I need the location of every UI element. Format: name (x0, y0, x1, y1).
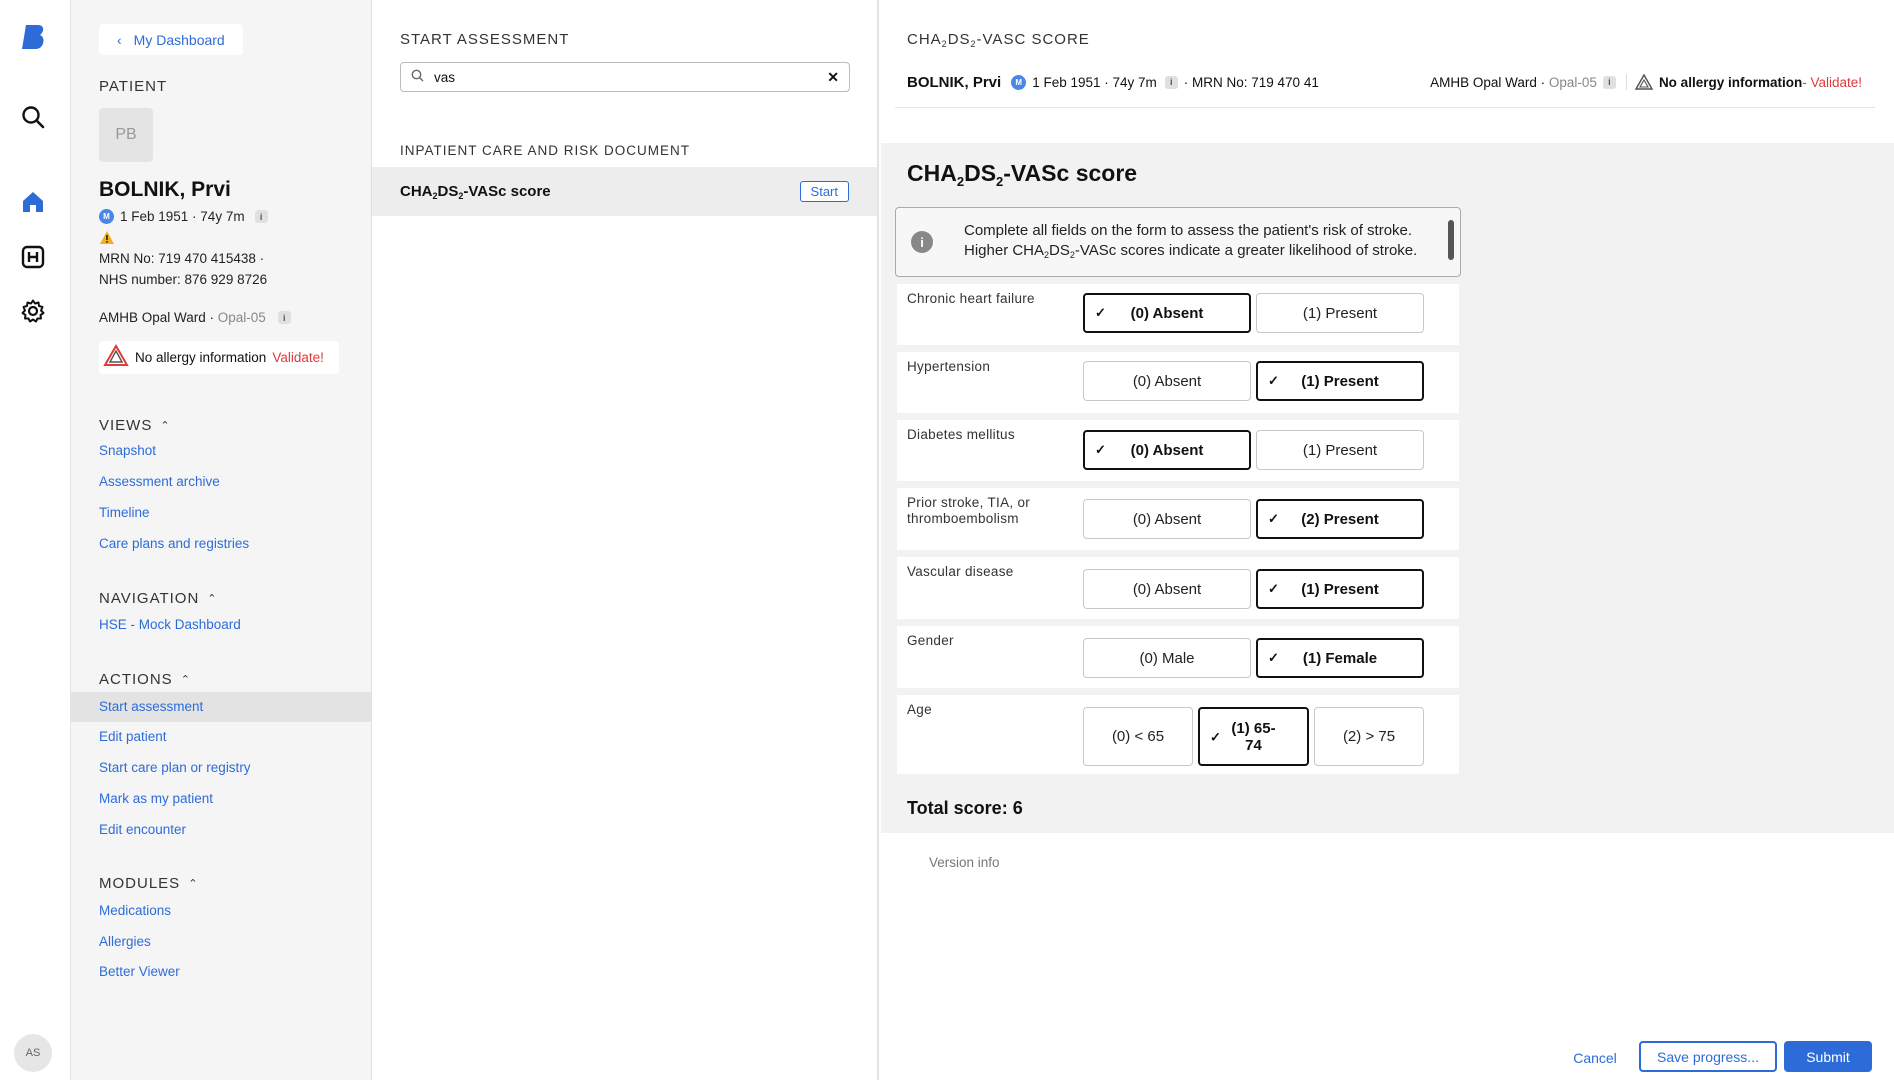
form-pane-title: $CHA_2DS_2$-VASC SCORE (907, 31, 1090, 49)
info-callout (895, 207, 1461, 277)
question-hypertension (897, 352, 1459, 413)
check-icon: ✓ (1268, 650, 1279, 665)
option-present[interactable]: ✓ (2) Present (1256, 499, 1424, 539)
check-icon: ✓ (1268, 373, 1279, 388)
assessment-list-item[interactable] (372, 167, 877, 216)
views-heading[interactable]: VIEWS ⌃ (99, 417, 171, 434)
logo-icon[interactable] (20, 24, 46, 50)
navigation-heading[interactable]: NAVIGATION ⌃ (99, 590, 218, 607)
check-icon: ✓ (1268, 581, 1279, 596)
chevron-up-icon: ⌃ (188, 878, 199, 890)
modules-heading[interactable]: MODULES ⌃ (99, 875, 199, 892)
info-text: Complete all fields on the form to assess the patient's risk of stroke. Higher $CHA_2DS_2$-VASc scores indicate a greater likelihood of stroke. (964, 222, 1418, 260)
search-icon (411, 69, 424, 85)
total-score: Total score: 6 (907, 798, 1023, 818)
ward-info-icon[interactable]: i (278, 311, 291, 324)
action-mark-my-patient-link[interactable]: Mark as my patient (99, 791, 214, 806)
option-absent[interactable]: (0) Absent (1083, 499, 1251, 539)
header-allergy-validate-link[interactable]: - Validate! (1802, 74, 1862, 90)
check-icon: ✓ (1268, 511, 1279, 526)
clear-search-icon[interactable]: ✕ (827, 68, 839, 85)
hospital-icon[interactable] (20, 244, 46, 270)
question-gender (897, 626, 1459, 688)
question-label: Gender (907, 633, 954, 648)
my-dashboard-button[interactable]: ‹ My Dashboard (99, 24, 243, 55)
allergy-warning-icon (103, 344, 129, 371)
views-care-plans-link[interactable]: Care plans and registries (99, 536, 250, 551)
patient-ward: AMHB Opal Ward · Opal-05 (99, 310, 266, 325)
option-male[interactable]: (0) Male (1083, 638, 1251, 678)
nav-hse-dashboard-link[interactable]: HSE - Mock Dashboard (99, 617, 241, 632)
question-age (897, 695, 1459, 774)
option-age-65-74[interactable]: ✓ (1) 65- 74 (1198, 707, 1309, 766)
question-prior-stroke (897, 488, 1459, 550)
start-assessment-pane (372, 0, 879, 1080)
start-assessment-title: START ASSESSMENT (400, 31, 570, 48)
warning-icon (99, 230, 115, 251)
patient-avatar: PB (99, 108, 153, 162)
info-icon[interactable]: i (1165, 76, 1178, 89)
module-medications-link[interactable]: Medications (99, 903, 172, 918)
patient-name: BOLNIK, Prvi (99, 178, 231, 201)
views-assessment-archive-link[interactable]: Assessment archive (99, 474, 220, 489)
allergy-validate-link[interactable]: Validate! (272, 350, 324, 365)
question-label: Hypertension (907, 359, 991, 374)
info-icon[interactable]: i (255, 210, 268, 223)
patient-heading: PATIENT (99, 78, 168, 95)
patient-nhs: NHS number: 876 929 8726 (99, 272, 268, 287)
question-vascular-disease (897, 557, 1459, 619)
option-present[interactable]: ✓ (1) Present (1256, 361, 1424, 401)
male-badge: M (99, 209, 114, 224)
views-timeline-link[interactable]: Timeline (99, 505, 150, 520)
settings-icon[interactable] (20, 298, 46, 324)
patient-header (907, 71, 1862, 93)
option-present[interactable]: (1) Present (1256, 293, 1424, 333)
patient-dob: 1 Feb 1951 · 74y 7m (120, 209, 245, 224)
question-label: Chronic heart failure (907, 291, 1035, 306)
info-circle-icon: i (911, 231, 933, 253)
allergy-banner[interactable] (99, 341, 339, 374)
assessment-form-pane (881, 0, 1894, 1080)
action-edit-patient-link[interactable]: Edit patient (99, 729, 167, 744)
question-label: Age (907, 702, 932, 717)
version-info[interactable]: Version info (929, 855, 1000, 870)
option-absent[interactable]: ✓ (0) Absent (1083, 293, 1251, 333)
option-absent[interactable]: (0) Absent (1083, 361, 1251, 401)
form-title: $CHA_2DS_2$-VASc score (907, 160, 1138, 189)
check-icon: ✓ (1210, 729, 1221, 744)
module-allergies-link[interactable]: Allergies (99, 934, 151, 949)
header-mrn: · MRN No: 719 470 41 (1183, 74, 1319, 90)
question-chronic-heart-failure (897, 284, 1459, 345)
male-badge: M (1011, 75, 1026, 90)
patient-bed: Opal-05 (217, 310, 266, 325)
patient-mrn: MRN No: 719 470 415438 · (99, 251, 265, 266)
option-present[interactable]: (1) Present (1256, 430, 1424, 470)
question-label: Diabetes mellitus (907, 427, 1015, 442)
scrollbar-thumb[interactable] (1448, 220, 1454, 260)
home-icon[interactable] (20, 189, 46, 215)
option-female[interactable]: ✓ (1) Female (1256, 638, 1424, 678)
search-query[interactable]: vas (434, 69, 456, 85)
user-avatar[interactable]: AS (14, 1034, 52, 1072)
check-icon: ✓ (1095, 442, 1106, 457)
header-allergy-label: No allergy information (1658, 74, 1803, 90)
option-absent[interactable]: (0) Absent (1083, 569, 1251, 609)
option-present[interactable]: ✓ (1) Present (1256, 569, 1424, 609)
option-age-over-75[interactable]: (2) > 75 (1314, 707, 1424, 766)
chevron-left-icon: ‹ (117, 31, 122, 48)
allergy-label: No allergy information (135, 350, 267, 365)
chevron-up-icon: ⌃ (160, 420, 171, 432)
cancel-button[interactable]: Cancel (1573, 1050, 1617, 1066)
chevron-up-icon: ⌃ (180, 674, 191, 686)
chevron-up-icon: ⌃ (207, 593, 218, 605)
views-snapshot-link[interactable]: Snapshot (99, 443, 157, 458)
allergy-warning-icon (1635, 74, 1653, 90)
check-icon: ✓ (1095, 305, 1106, 320)
save-progress-button[interactable]: Save progress... (1639, 1041, 1777, 1072)
module-better-viewer-link[interactable]: Better Viewer (99, 964, 180, 979)
divider (1626, 74, 1627, 90)
option-age-under-65[interactable]: (0) < 65 (1083, 707, 1193, 766)
inpatient-section-heading: INPATIENT CARE AND RISK DOCUMENT (400, 143, 691, 158)
actions-heading[interactable]: ACTIONS ⌃ (99, 671, 191, 688)
search-icon[interactable] (20, 104, 46, 130)
ward-info-icon[interactable]: i (1603, 76, 1616, 89)
submit-button[interactable]: Submit (1784, 1041, 1872, 1072)
header-dob: 1 Feb 1951 · 74y 7m (1032, 74, 1157, 90)
start-assessment-button[interactable]: Start (800, 181, 849, 202)
option-absent[interactable]: ✓ (0) Absent (1083, 430, 1251, 470)
header-patient-name: BOLNIK, Prvi (907, 73, 1002, 91)
action-edit-encounter-link[interactable]: Edit encounter (99, 822, 187, 837)
app-rail (0, 0, 71, 1080)
patient-sidebar (71, 0, 372, 1080)
question-label: Vascular disease (907, 564, 1014, 579)
action-start-assessment-link[interactable]: Start assessment (99, 699, 204, 714)
question-label: Prior stroke, TIA, or thromboembolism (907, 495, 1031, 526)
header-ward: AMHB Opal Ward · Opal-05 (1430, 74, 1597, 90)
action-start-care-plan-link[interactable]: Start care plan or registry (99, 760, 251, 775)
question-diabetes-mellitus (897, 420, 1459, 481)
assessment-name: $CHA_2DS_2$-VASc score (400, 182, 551, 201)
divider (895, 107, 1875, 108)
assessment-search-input[interactable] (400, 62, 850, 92)
